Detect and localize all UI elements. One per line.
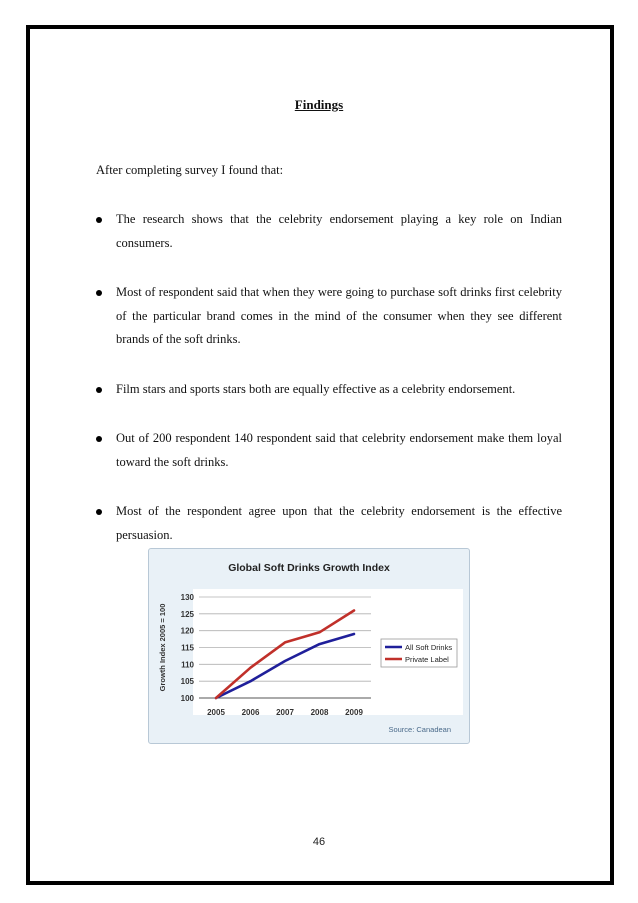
finding-text: Most of the respondent agree upon that the celebrity endorsement is the effective persuasion. (116, 504, 562, 542)
y-tick-label: 130 (180, 593, 194, 602)
y-tick-label: 110 (181, 660, 194, 670)
legend-label: Private Label (405, 655, 449, 664)
finding-text: Most of respondent said that when they were going to purchase soft drinks first celebrity of the particular brand comes in the mind of the consumer when they see different brands of the soft drinks. (116, 285, 562, 346)
finding-item (96, 208, 562, 255)
finding-text: Film stars and sports stars both are equally effective as a celebrity endorsement. (116, 381, 516, 396)
bullet-icon (96, 217, 102, 223)
growth-index-chart (148, 548, 470, 744)
y-axis-label: Growth Index 2005 = 100 (158, 603, 167, 692)
bullet-icon (96, 387, 102, 393)
y-tick-label: 120 (180, 626, 194, 636)
x-tick-label: 2007 (276, 708, 294, 717)
source-note: Source: Canadean (388, 725, 451, 734)
chart-svg (149, 549, 469, 743)
finding-text: Out of 200 respondent 140 respondent said that celebrity endorsement make them loyal toward the soft drinks. (116, 431, 562, 469)
finding-item (96, 427, 562, 474)
bullet-icon (96, 290, 102, 296)
x-tick-label: 2006 (241, 708, 260, 717)
finding-item (96, 500, 562, 547)
y-tick-label: 100 (180, 694, 194, 703)
chart-title: Global Soft Drinks Growth Index (228, 562, 390, 574)
bullet-icon (96, 509, 102, 515)
y-tick-label: 105 (180, 677, 194, 687)
y-tick-label: 125 (180, 609, 194, 619)
finding-item (96, 378, 562, 402)
plot-background (193, 589, 463, 715)
page-number: 46 (312, 836, 326, 848)
finding-item (96, 281, 562, 352)
x-tick-label: 2005 (207, 708, 225, 717)
y-tick-label: 115 (181, 643, 194, 653)
bullet-icon (96, 436, 102, 442)
x-tick-label: 2009 (345, 708, 363, 717)
findings-list (96, 208, 562, 573)
finding-text: The research shows that the celebrity endorsement playing a key role on Indian consumers. (116, 212, 562, 250)
intro-text: After completing survey I found that: (96, 163, 284, 177)
legend-label: All Soft Drinks (405, 643, 453, 652)
page-heading: Findings (294, 97, 344, 112)
x-tick-label: 2008 (310, 708, 329, 717)
